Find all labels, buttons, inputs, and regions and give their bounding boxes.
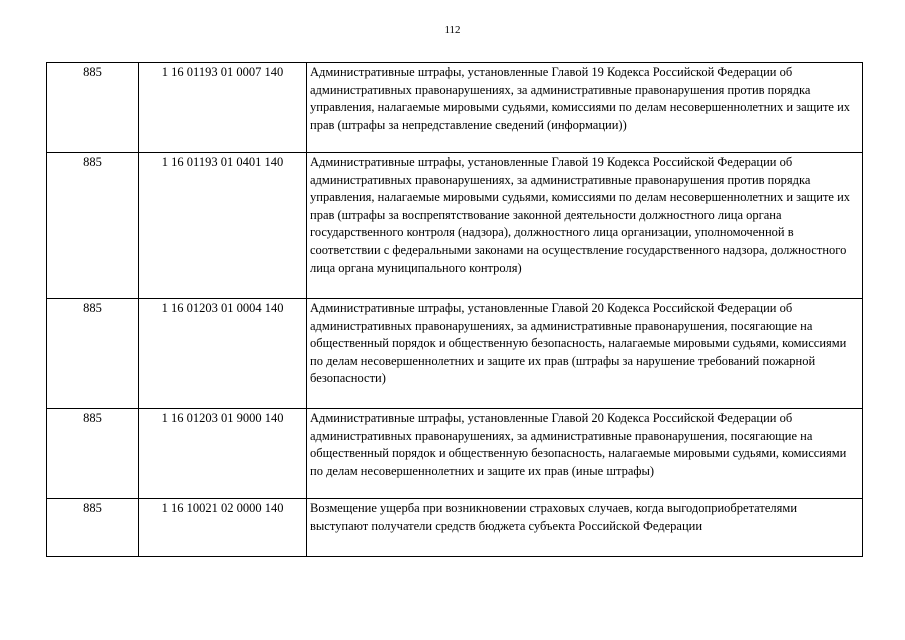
table-row [47, 63, 863, 153]
table-row [47, 409, 863, 499]
admin-code-cell: 885 [47, 63, 139, 153]
admin-code-cell: 885 [47, 499, 139, 557]
kbk-code-cell: 1 16 10021 02 0000 140 [139, 499, 307, 557]
kbk-code-cell: 1 16 01193 01 0007 140 [139, 63, 307, 153]
income-name-cell: Административные штрафы, установленные Главой 19 Кодекса Российской Федерации об административных правонарушениях, за административные правонарушения против порядка управления, налагаемые мировыми судьями, комиссиями по делам несовершеннолетних и защите их прав (штрафы за воспрепятствование законной деятельности должностного лица органа государственного контроля (надзора), должностного лица организации, уполномоченной в соответствии с федеральными законами на осуществление государственного надзора, должностного лица органа муниципального контроля) [307, 153, 863, 299]
kbk-code-cell: 1 16 01203 01 0004 140 [139, 299, 307, 409]
income-name-cell: Административные штрафы, установленные Главой 19 Кодекса Российской Федерации об административных правонарушениях, за административные правонарушения против порядка управления, налагаемые мировыми судьями, комиссиями по делам несовершеннолетних и защите их прав (штрафы за непредставление сведений (информации)) [307, 63, 863, 153]
admin-code-cell: 885 [47, 299, 139, 409]
income-name-cell: Административные штрафы, установленные Главой 20 Кодекса Российской Федерации об административных правонарушениях, за административные правонарушения, посягающие на общественный порядок и общественную безопасность, налагаемые мировыми судьями, комиссиями по делам несовершеннолетних и защите их прав (иные штрафы) [307, 409, 863, 499]
table-row [47, 499, 863, 557]
table-row [47, 299, 863, 409]
admin-code-cell: 885 [47, 153, 139, 299]
kbk-code-cell: 1 16 01193 01 0401 140 [139, 153, 307, 299]
admin-code-cell: 885 [47, 409, 139, 499]
page-number: 112 [444, 24, 461, 36]
kbk-code-cell: 1 16 01203 01 9000 140 [139, 409, 307, 499]
budget-codes-table [46, 62, 863, 557]
income-name-cell: Возмещение ущерба при возникновении страховых случаев, когда выгодоприобретателями выступают получатели средств бюджета субъекта Российской Федерации [307, 499, 863, 557]
income-name-cell: Административные штрафы, установленные Главой 20 Кодекса Российской Федерации об административных правонарушениях, за административные правонарушения, посягающие на общественный порядок и общественную безопасность, налагаемые мировыми судьями, комиссиями по делам несовершеннолетних и защите их прав (штрафы за нарушение требований пожарной безопасности) [307, 299, 863, 409]
table-row [47, 153, 863, 299]
